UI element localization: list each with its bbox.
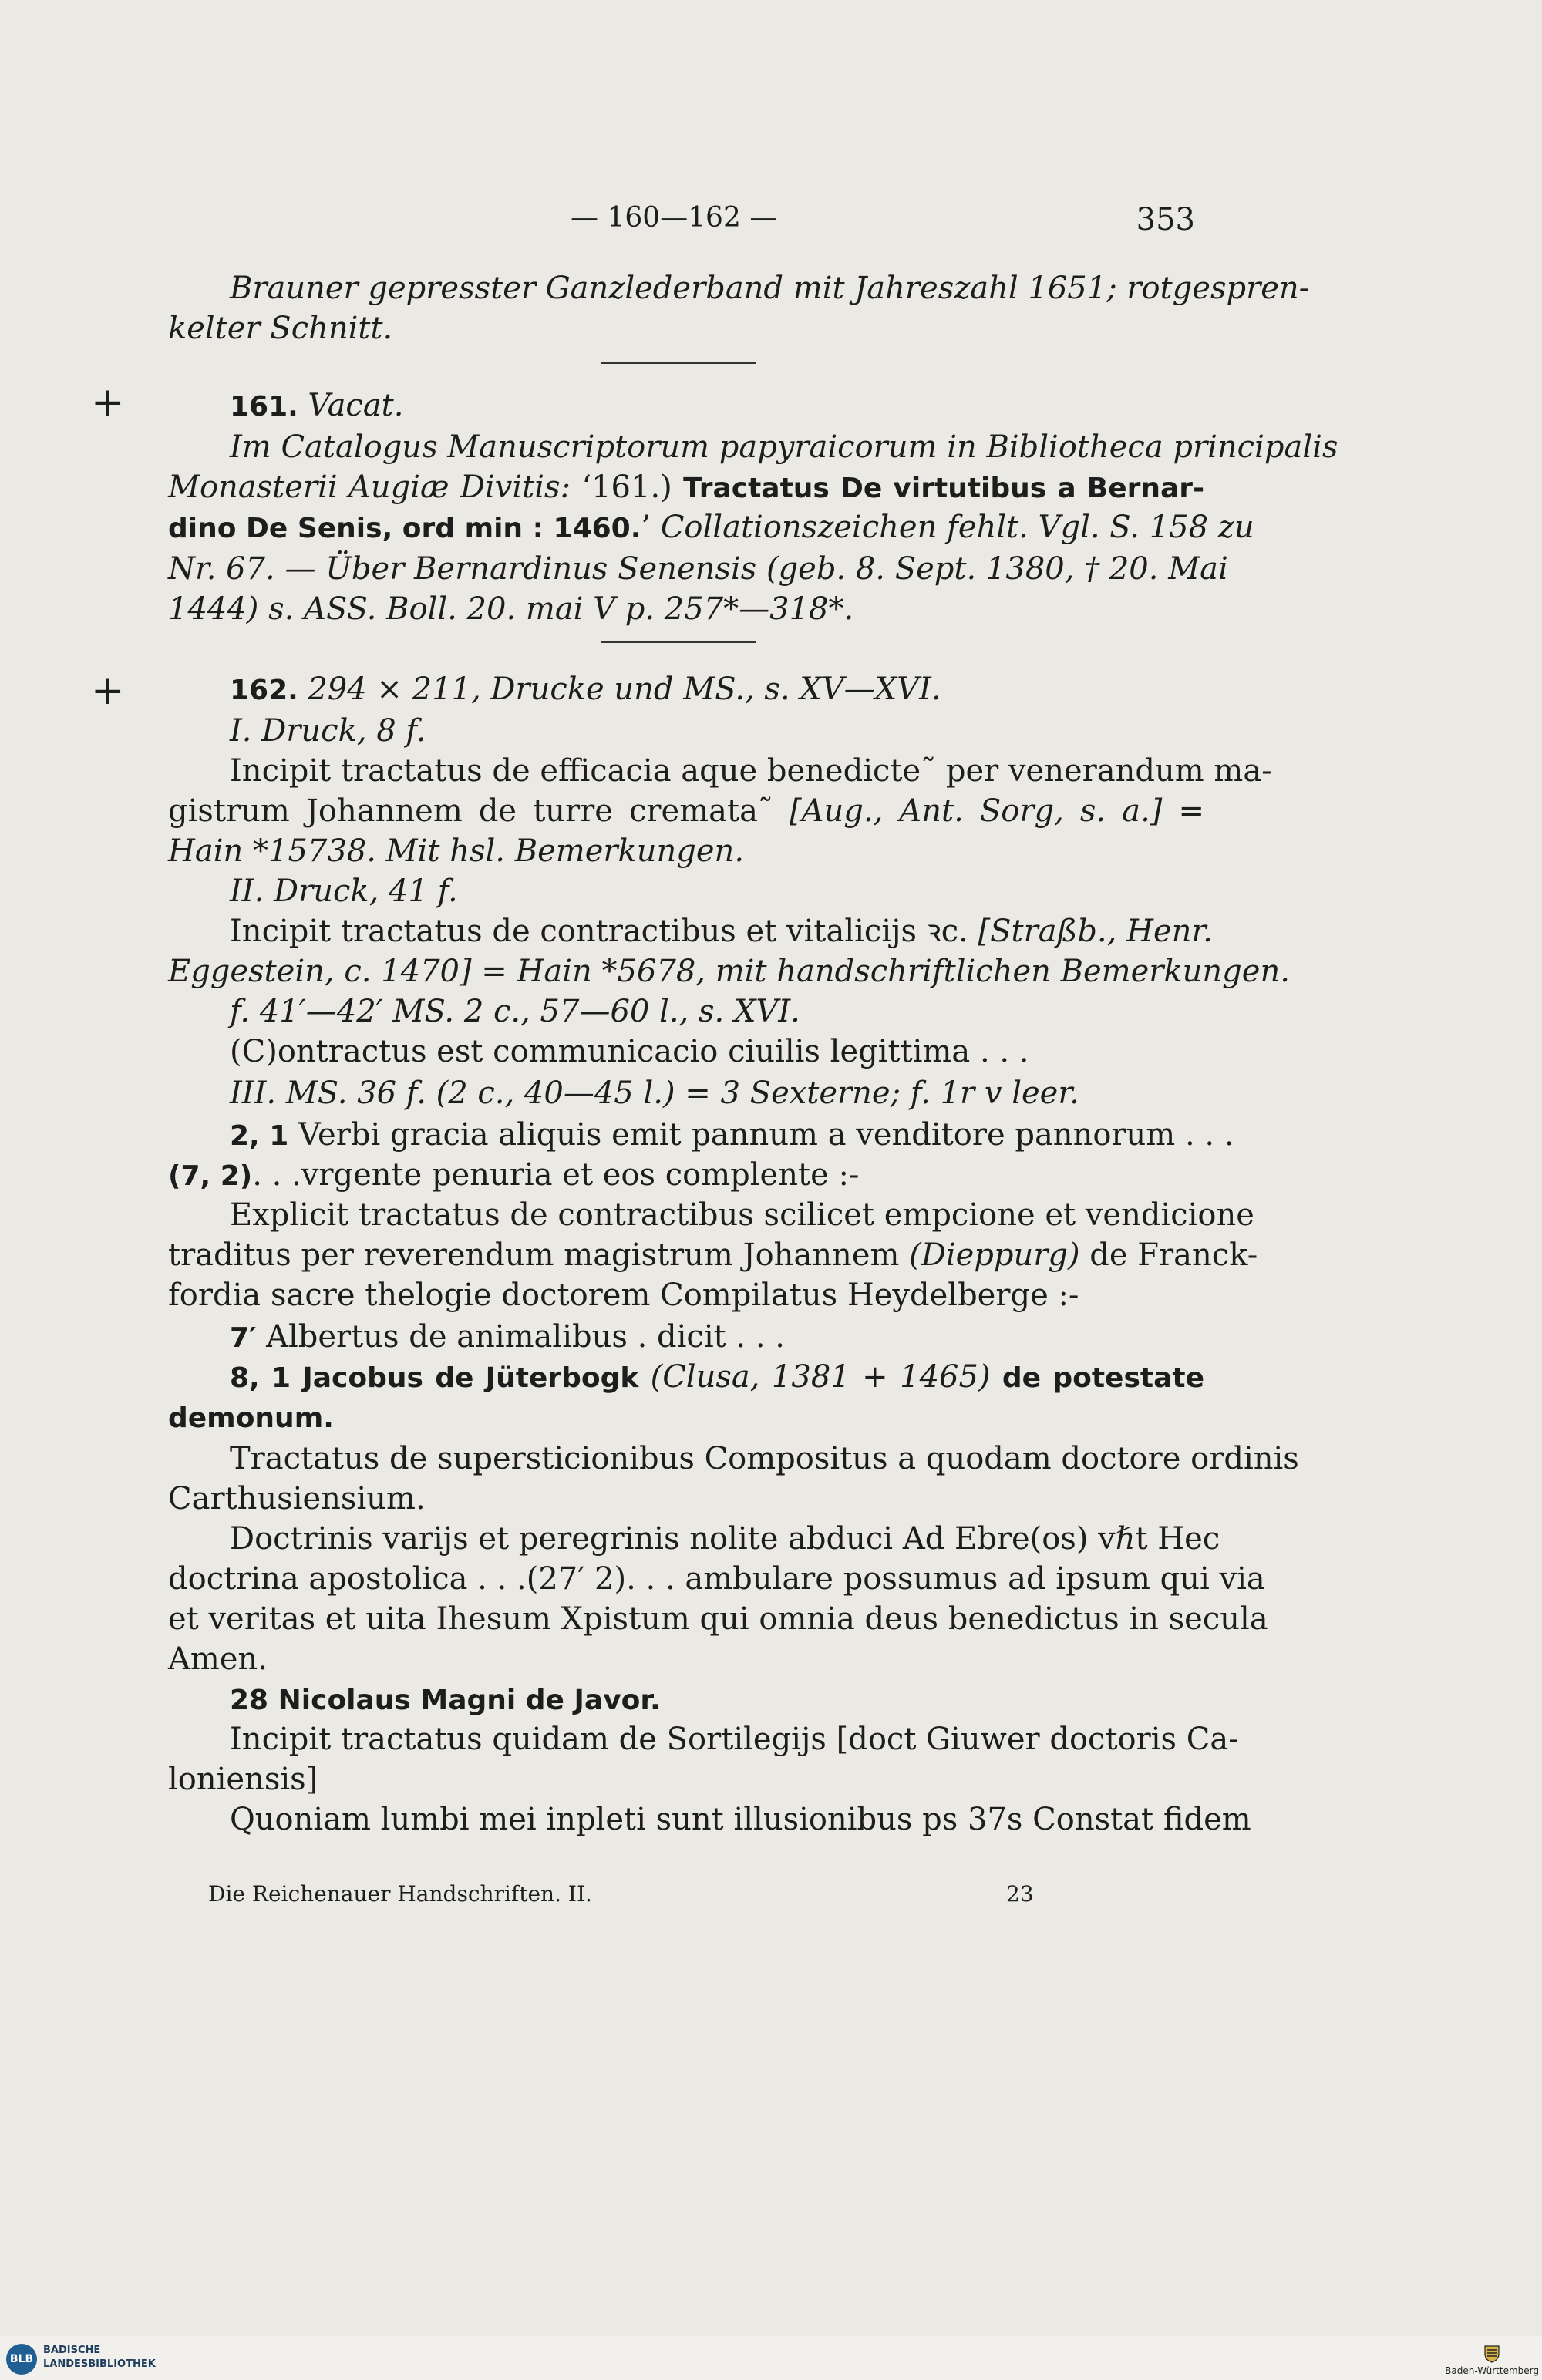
text-run: kelter Schnitt. xyxy=(168,311,393,346)
text-run: de potestate xyxy=(990,1362,1205,1394)
text-run: dino De Senis, ord min : 1460. xyxy=(168,513,641,544)
text-line xyxy=(168,911,1213,951)
text-line xyxy=(168,507,1254,549)
text-line xyxy=(168,1479,1204,1519)
text-run: 28 Nicolaus Magni de Javor. xyxy=(230,1685,661,1716)
text-run: [Straßb., Henr. xyxy=(978,914,1213,949)
text-line xyxy=(168,1357,1204,1399)
text-run: ’ xyxy=(641,510,661,545)
text-run: demonum. xyxy=(168,1402,334,1434)
text-run: traditus per reverendum magistrum Johannem xyxy=(168,1237,910,1273)
text-run: [Aug., Ant. Sorg, s. a.] = xyxy=(790,793,1204,829)
section-divider xyxy=(601,641,756,643)
text-line xyxy=(168,308,1204,348)
text-line xyxy=(168,951,1290,991)
text-line xyxy=(168,669,1204,711)
text-run: et veritas et uita Ihesum Xpistum qui omnia deus benedictus in secula xyxy=(168,1601,1268,1637)
text-line xyxy=(168,1195,1254,1235)
text-run: Tractatus De virtutibus a Bernar- xyxy=(683,473,1205,504)
text-run: (7, 2) xyxy=(168,1160,253,1192)
text-line xyxy=(168,427,1338,467)
text-run: 2, 1 xyxy=(230,1120,298,1152)
text-run: 161. xyxy=(230,391,308,422)
text-line xyxy=(168,1759,1204,1799)
text-run: Hain *15738. Mit hsl. Bemerkungen. xyxy=(168,833,745,869)
text-line xyxy=(168,1799,1251,1840)
text-run: Collationszeichen fehlt. Vgl. S. 158 zu xyxy=(660,510,1254,545)
text-run: . . .vrgente penuria et eos complente :- xyxy=(252,1157,860,1193)
text-run: 8, 1 Jacobus de Jüterbogk xyxy=(230,1362,651,1394)
text-run: 294 × 211, Drucke und MS., s. XV—XVI. xyxy=(308,672,941,707)
margin-mark: + xyxy=(91,379,125,426)
text-line xyxy=(168,1235,1258,1275)
text-line xyxy=(168,589,1204,629)
text-run: Tractatus de supersticionibus Compositus a quodam doctore ordinis xyxy=(230,1441,1299,1476)
text-line xyxy=(168,385,1204,427)
text-line xyxy=(168,1719,1239,1759)
text-run: doctrina apostolica . . .(27′ 2). . . ambulare possumus ad ipsum qui via xyxy=(168,1561,1265,1597)
text-run: Incipit tractatus quidam de Sortilegijs [doct Giuwer doctoris Ca- xyxy=(230,1722,1239,1757)
text-run: Brauner gepresster Ganzlederband mit Jahreszahl 1651; rotgespren- xyxy=(230,271,1310,306)
text-run: III. MS. 36 f. (2 c., 40—45 l.) = 3 Sexterne; f. 1r v leer. xyxy=(230,1076,1079,1111)
viewer-footer-bar xyxy=(0,2336,1542,2380)
text-run: Incipit tractatus de efficacia aque benedicte˜ per venerandum ma- xyxy=(230,753,1272,789)
text-run: Doctrinis varijs et peregrinis nolite abduci Ad Ebre(os) vℏt Hec xyxy=(230,1521,1220,1557)
text-line xyxy=(168,1439,1299,1479)
text-run: Explicit tractatus de contractibus scilicet empcione et vendicione xyxy=(230,1197,1254,1233)
text-run: Amen. xyxy=(168,1641,268,1677)
coat-of-arms-icon xyxy=(1482,2344,1502,2364)
text-run: Vacat. xyxy=(308,388,404,423)
text-line xyxy=(168,1397,1204,1439)
text-run: Im Catalogus Manuscriptorum papyraicorum in Bibliotheca principalis xyxy=(230,429,1338,465)
text-line xyxy=(168,467,1204,509)
text-run: Eggestein, c. 1470] = Hain *5678, mit handschriftlichen Bemerkungen. xyxy=(168,954,1290,989)
text-line xyxy=(168,1155,1204,1197)
text-line xyxy=(168,991,1204,1032)
text-run: Monasterii Augiæ Divitis: xyxy=(168,470,582,505)
text-line xyxy=(168,1519,1220,1559)
text-run: Carthusiensium. xyxy=(168,1481,426,1517)
library-logo: BLB xyxy=(6,2344,37,2375)
text-run: 7′ xyxy=(230,1322,267,1354)
text-line xyxy=(168,549,1228,589)
text-line xyxy=(168,1559,1265,1599)
text-run: loniensis] xyxy=(168,1762,318,1797)
text-run: (Dieppurg) xyxy=(909,1237,1080,1273)
text-run: (C)ontractus est communicacio ciuilis legittima . . . xyxy=(230,1034,1029,1069)
text-line xyxy=(168,1599,1268,1639)
text-run: gistrum Johannem de turre cremata˜ xyxy=(168,793,790,829)
margin-mark: + xyxy=(91,668,125,714)
text-line xyxy=(168,791,1204,831)
text-run: 162. xyxy=(230,675,308,706)
text-line xyxy=(168,1032,1204,1072)
text-run: de Franck- xyxy=(1079,1237,1258,1273)
text-run: Quoniam lumbi mei inpleti sunt illusionibus ps 37s Constat fidem xyxy=(230,1802,1251,1837)
text-run: Nr. 67. — Über Bernardinus Senensis (geb. 8. Sept. 1380, † 20. Mai xyxy=(168,551,1228,587)
text-run: (Clusa, 1381 + 1465) xyxy=(650,1359,991,1395)
text-run: II. Druck, 41 f. xyxy=(230,874,458,909)
text-run: Albertus de animalibus . dicit . . . xyxy=(266,1319,785,1355)
text-run: Incipit tractatus de contractibus et vitalicijs ꝛc. xyxy=(230,914,978,949)
page-number: 353 xyxy=(1136,202,1195,237)
text-run: 1444) s. ASS. Boll. 20. mai V p. 257*—318*. xyxy=(168,591,854,627)
text-run: Verbi gracia aliquis emit pannum a venditore pannorum . . . xyxy=(298,1117,1234,1153)
text-run: fordia sacre thelogie doctorem Compilatus Heydelberge :- xyxy=(168,1278,1079,1313)
state-credit: Baden-Württemberg xyxy=(1445,2344,1539,2376)
footer-sheet-number: 23 xyxy=(1006,1881,1034,1907)
text-line xyxy=(168,711,1204,751)
library-name: BADISCHE LANDESBIBLIOTHEK xyxy=(43,2345,156,2370)
text-line xyxy=(168,1073,1204,1113)
text-line xyxy=(168,1317,1204,1358)
running-header xyxy=(571,202,1195,241)
text-line xyxy=(168,1679,1204,1721)
section-divider xyxy=(601,362,756,364)
text-line xyxy=(168,268,1310,308)
text-run: ‘161.) xyxy=(581,470,684,505)
text-run: I. Druck, 8 f. xyxy=(230,713,426,749)
text-line xyxy=(168,871,1204,911)
footer-signature: Die Reichenauer Handschriften. II. xyxy=(208,1881,592,1907)
text-line xyxy=(168,1115,1234,1156)
text-line xyxy=(168,831,1204,871)
text-line xyxy=(168,1639,1204,1679)
text-run: f. 41′—42′ MS. 2 c., 57—60 l., s. XVI. xyxy=(230,994,800,1029)
header-range: — 160—162 — xyxy=(571,202,778,234)
text-line xyxy=(168,751,1272,791)
text-line xyxy=(168,1275,1204,1315)
